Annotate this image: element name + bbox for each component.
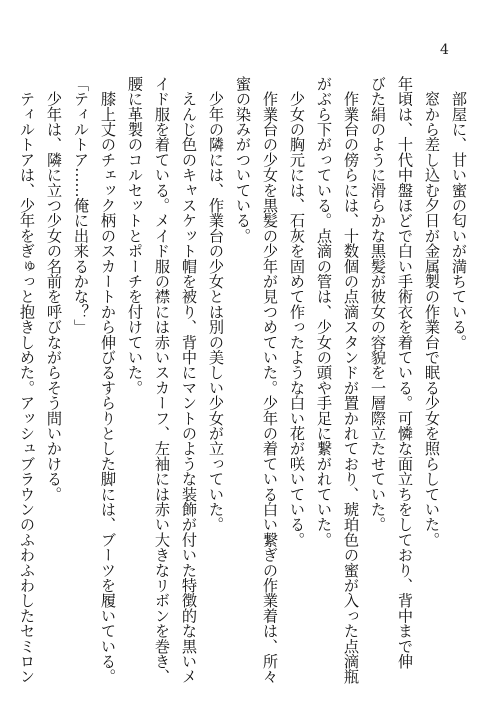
- text-line: 部屋に、甘い蜜の匂いが満ちている。: [450, 76, 468, 350]
- text-line: イド服を着ている。メイド服の襟には赤いスカーフ、左袖には赤い大きなリボンを巻き、: [153, 76, 171, 684]
- text-line: 腰に革製のコルセットとポーチを付けていた。: [126, 76, 144, 396]
- text-line: 年頃は、十代中盤ほどで白い手術衣を着ている。可憐な面立ちをしており、背中まで伸: [396, 76, 414, 669]
- text-line: がぶら下がっている。点滴の管は、少女の頭や手足に繋がれていた。: [315, 76, 333, 548]
- body-text: [18, 76, 472, 684]
- text-line: 少年の隣には、作業台の少女とは別の美しい少女が立っていた。: [207, 76, 225, 532]
- text-line: 少年は、隣に立つ少女の名前を呼びながらそう問いかける。: [45, 76, 63, 502]
- text-line: 膝上丈のチェック柄のスカートから伸びるすらりとした脚には、ブーツを履いている。: [99, 76, 117, 684]
- text-line: 「ティルトア……俺に出来るかな？」: [72, 76, 90, 335]
- text-line: 作業台の傍らには、十数個の点滴スタンドが置かれており、琥珀色の蜜が入った点滴瓶: [342, 76, 360, 684]
- text-line: 窓から差し込む夕日が金属製の作業台で眠る少女を照らしていた。: [423, 76, 441, 548]
- text-line: びた絹のように滑らかな黒髪が彼女の容貌を一層際立たせていた。: [369, 76, 387, 532]
- text-line: 少女の胸元には、石灰を固めて作ったような白い花が咲いている。: [288, 76, 306, 548]
- text-line: 作業台の少女を黒髪の少年が見つめていた。少年の着ている白い繋ぎの作業着は、所々: [261, 76, 279, 684]
- text-line: 蜜の染みがついている。: [234, 76, 252, 244]
- page-number: 4: [440, 42, 449, 58]
- text-line: ティルトアは、少年をぎゅっと抱きしめた。アッシュブラウンのふわふわしたセミロン: [18, 76, 36, 684]
- text-line: えんじ色のキャスケット帽を被り、背中にマントのような装飾が付いた特徴的な黒いメ: [180, 76, 198, 684]
